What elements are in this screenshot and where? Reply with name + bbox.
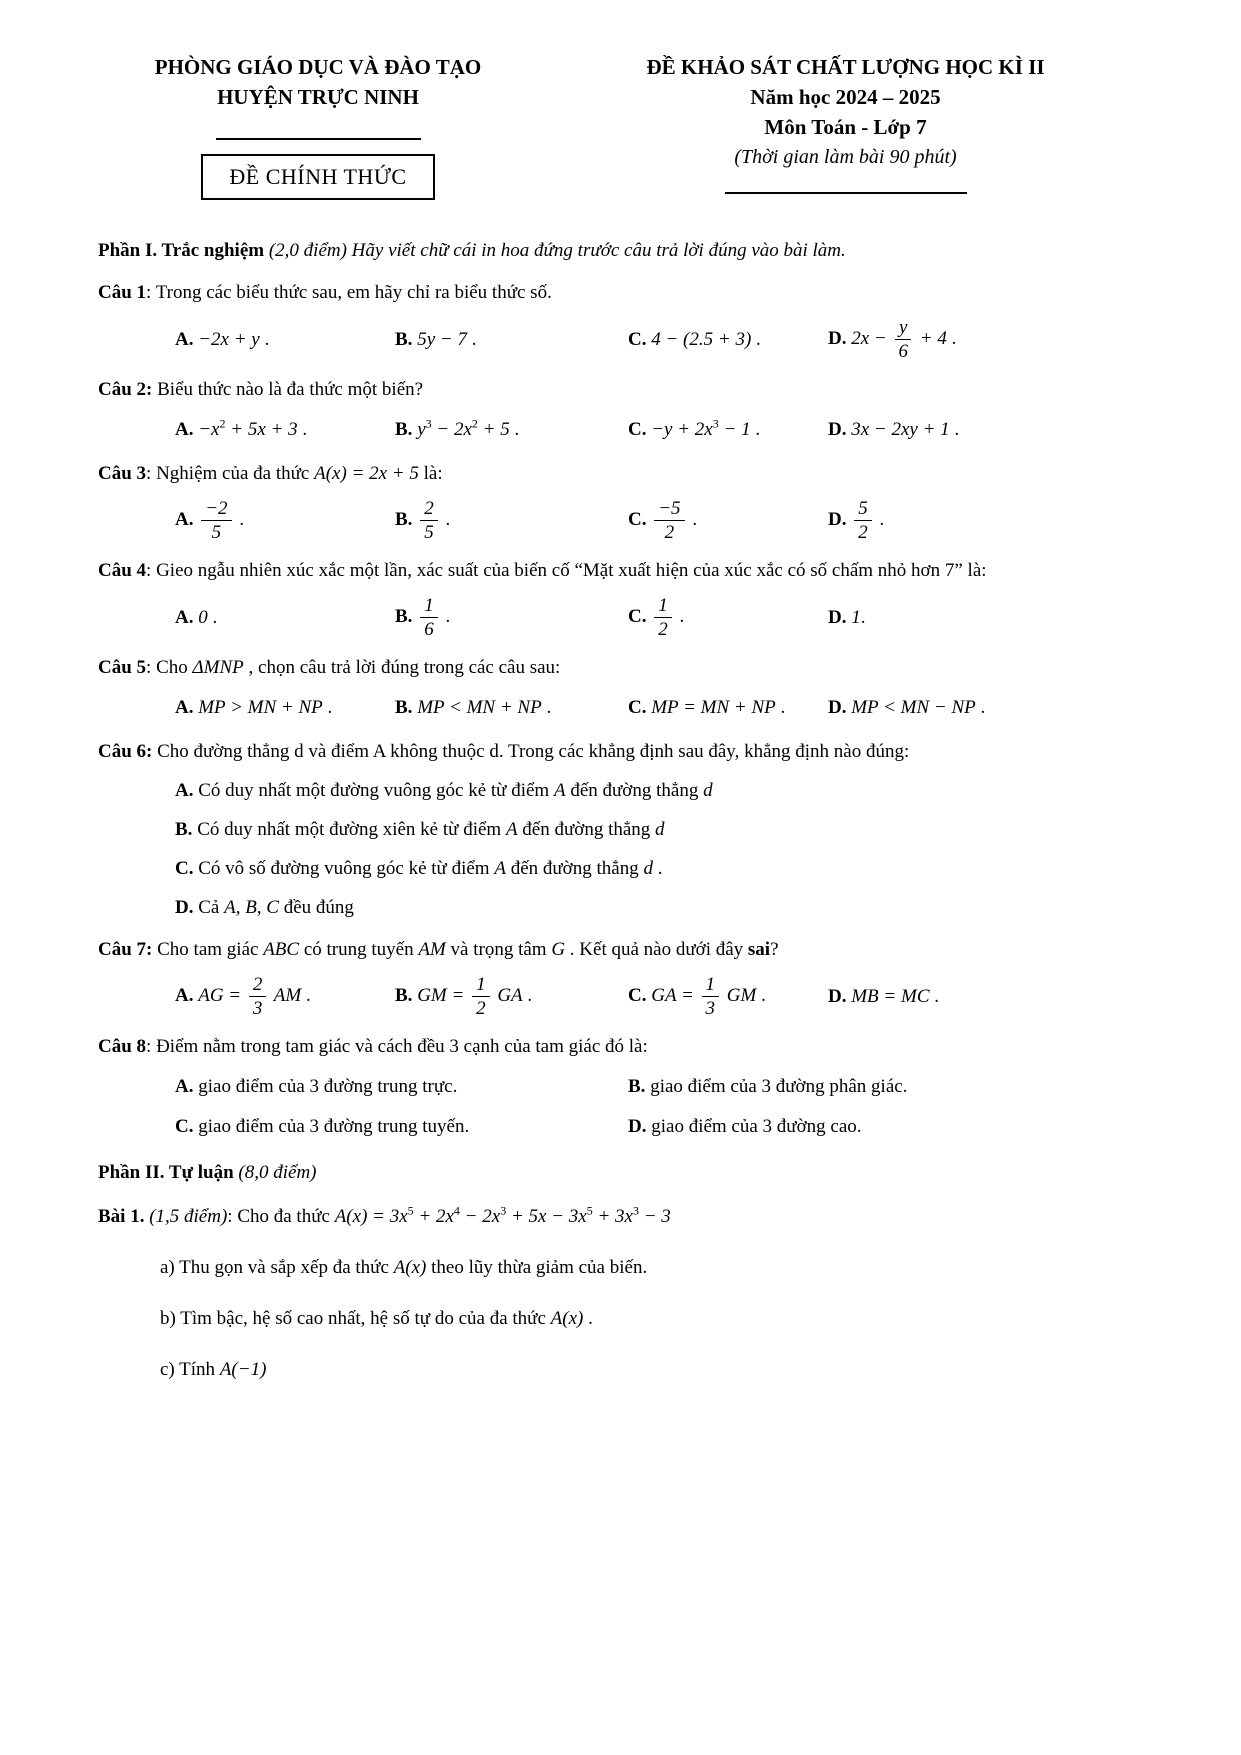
question-1-option-c xyxy=(628,329,828,351)
text-run: . xyxy=(466,328,477,350)
text-run: A(x) = 3x xyxy=(334,1206,408,1227)
text-run: . xyxy=(322,697,333,718)
text-run: MP < MN + NP xyxy=(417,697,542,718)
text-run: . xyxy=(440,605,451,627)
exam-title: ĐỀ KHẢO SÁT CHẤT LƯỢNG HỌC KÌ II xyxy=(646,55,1045,79)
question-5-option-a xyxy=(175,697,395,719)
text-run: A. xyxy=(175,419,199,440)
text-run: : Cho xyxy=(146,657,193,678)
text-run: ? xyxy=(770,939,779,960)
question-8-option-c xyxy=(175,1112,628,1142)
fraction-numerator: −5 xyxy=(654,497,684,521)
text-run: . xyxy=(949,419,960,440)
text-run: 2 xyxy=(471,416,478,431)
text-run: A xyxy=(553,780,566,801)
text-run: . xyxy=(541,697,552,718)
text-run: C. xyxy=(628,328,652,350)
question-8-option-a xyxy=(175,1072,628,1102)
question-4-text xyxy=(98,556,1153,586)
text-run: C. xyxy=(628,984,652,1006)
text-run: D. xyxy=(828,985,852,1007)
question-3-text xyxy=(98,459,1153,489)
text-run: 3 xyxy=(425,416,432,431)
text-run: A. xyxy=(175,328,199,350)
text-run: . xyxy=(756,984,766,1006)
text-run: GM = xyxy=(417,984,470,1006)
text-run: B. xyxy=(395,419,418,440)
question-7-option-b xyxy=(395,973,628,1020)
text-run: D. xyxy=(175,897,199,918)
text-run: . xyxy=(207,606,218,628)
fraction-denominator: 2 xyxy=(658,619,668,640)
question-6-option-d xyxy=(98,893,1153,923)
text-run: G xyxy=(551,939,566,960)
fraction-denominator: 5 xyxy=(211,522,222,543)
text-run: (2,0 điểm) Hãy viết chữ cái in hoa đứng trước câu trả lời đúng vào bài làm. xyxy=(268,240,846,261)
question-2-option-a xyxy=(175,416,395,441)
question-5-options xyxy=(98,691,1153,725)
text-run: . xyxy=(860,606,866,628)
subject-grade: Môn Toán - Lớp 7 xyxy=(764,115,927,139)
text-run: −x xyxy=(198,419,220,440)
text-run: Câu 5 xyxy=(98,657,147,678)
text-run: đến đường thẳng xyxy=(565,780,704,801)
text-run: − 3 xyxy=(638,1206,671,1227)
text-run: d xyxy=(643,858,653,879)
text-run: Câu 2: xyxy=(98,379,153,400)
text-run: + 5 xyxy=(477,419,510,440)
text-run: − 1 xyxy=(718,419,751,440)
text-run: A(x) = 2x + 5 xyxy=(314,463,419,484)
question-1-text xyxy=(98,278,1153,308)
question-3-option-b xyxy=(395,497,628,544)
text-run: theo lũy thừa giảm của biến. xyxy=(426,1257,648,1278)
text-run: C. xyxy=(628,605,652,627)
fraction-numerator: 1 xyxy=(420,594,438,618)
question-4-option-a xyxy=(175,607,395,629)
text-run: a) Thu gọn và sắp xếp đa thức xyxy=(160,1257,394,1278)
text-run: + 4 xyxy=(915,327,947,349)
question-3-option-c xyxy=(628,497,828,544)
text-run: giao điểm của 3 đường trung trực. xyxy=(198,1076,458,1097)
text-run: Câu 4 xyxy=(98,560,147,581)
text-run: A. xyxy=(175,606,199,628)
fraction-numerator: 1 xyxy=(702,973,720,997)
text-run: MP > MN + NP xyxy=(198,697,323,718)
text-run: 4 xyxy=(453,1203,460,1218)
text-run: + 2x xyxy=(413,1206,454,1227)
text-run: sai xyxy=(747,939,771,960)
text-run: AM xyxy=(269,984,302,1006)
text-run: . xyxy=(583,1308,593,1329)
text-run: đến đường thẳng xyxy=(505,858,644,879)
official-exam-stamp-label: ĐỀ CHÍNH THỨC xyxy=(229,164,407,189)
question-2 xyxy=(98,375,1153,447)
exercise-1-text xyxy=(98,1202,1153,1232)
fraction xyxy=(654,594,672,641)
text-run: Câu 3 xyxy=(98,463,147,484)
text-run: 0 xyxy=(198,606,208,628)
fraction xyxy=(420,497,438,544)
fraction xyxy=(654,497,684,544)
text-run: Cho tam giác xyxy=(152,939,264,960)
header-right-block xyxy=(538,52,1153,194)
question-2-option-d xyxy=(828,419,1153,441)
text-run: − 2x xyxy=(431,419,472,440)
text-run: . xyxy=(874,508,885,530)
part1-heading xyxy=(98,236,1153,266)
text-run: D. xyxy=(828,606,852,628)
text-run: B. xyxy=(395,984,418,1006)
text-run: : Gieo ngẫu nhiên xúc xắc một lần, xác suất của biến cố “Mặt xuất hiện của xúc xắc có số chấm nhỏ hơn 7” là: xyxy=(146,560,987,581)
text-run: A xyxy=(505,819,518,840)
text-run: Cả xyxy=(198,897,225,918)
text-run: MP = MN + NP xyxy=(651,697,776,718)
exercise-1 xyxy=(98,1202,1153,1385)
fraction-numerator: 5 xyxy=(854,497,872,521)
text-run: . xyxy=(946,327,957,349)
fraction xyxy=(702,973,720,1020)
question-6-option-b xyxy=(98,815,1153,845)
text-run: B. xyxy=(175,819,198,840)
text-run: 3 xyxy=(712,416,719,431)
text-run: Cho đường thẳng d và điểm A không thuộc d. Trong các khẳng định sau đây, khẳng định nào đúng: xyxy=(152,741,910,762)
text-run: D. xyxy=(828,508,852,530)
fraction-numerator: 2 xyxy=(420,497,438,521)
text-run: và trọng tâm xyxy=(445,939,552,960)
question-1-option-a xyxy=(175,329,395,351)
text-run: . xyxy=(297,419,308,440)
question-6-text xyxy=(98,737,1153,767)
text-run: . xyxy=(751,328,761,350)
text-run: B. xyxy=(395,605,418,627)
text-run: B. xyxy=(395,697,418,718)
question-4 xyxy=(98,556,1153,641)
text-run: . Kết quả nào dưới đây xyxy=(565,939,748,960)
question-6-option-c xyxy=(98,854,1153,884)
text-run: Câu 1 xyxy=(98,282,147,303)
text-run: C. xyxy=(175,1116,199,1137)
text-run: A. xyxy=(175,780,199,801)
text-run: giao điểm của 3 đường trung tuyến. xyxy=(198,1116,470,1137)
text-run: Bài 1. xyxy=(98,1206,150,1227)
header-left-divider xyxy=(216,138,421,140)
question-6-option-a xyxy=(98,776,1153,806)
text-run: + 3x xyxy=(592,1206,633,1227)
text-run: C. xyxy=(628,419,652,440)
text-run: . xyxy=(975,697,986,718)
text-run: A xyxy=(494,858,506,879)
fraction xyxy=(249,973,267,1020)
question-7-options xyxy=(98,973,1153,1020)
text-run: đến đường thẳng xyxy=(517,819,656,840)
question-4-option-c xyxy=(628,594,828,641)
text-run: Câu 8 xyxy=(98,1036,147,1057)
question-4-option-d xyxy=(828,607,1153,629)
fraction xyxy=(201,497,231,544)
text-run: . xyxy=(775,697,786,718)
question-4-option-b xyxy=(395,594,628,641)
fraction xyxy=(472,973,490,1020)
text-run: , chọn câu trả lời đúng trong các câu sau: xyxy=(243,657,561,678)
text-run: 2 xyxy=(219,416,226,431)
fraction xyxy=(895,316,913,363)
question-1-options xyxy=(98,316,1153,363)
text-run: ABC xyxy=(263,939,300,960)
question-2-option-b xyxy=(395,416,628,441)
question-6 xyxy=(98,737,1153,923)
question-7-option-d xyxy=(828,986,1153,1008)
text-run: Có vô số đường vuông góc kẻ từ điểm xyxy=(198,858,495,879)
question-3-option-a xyxy=(175,497,395,544)
question-2-option-c xyxy=(628,416,828,441)
question-8-options-row-2 xyxy=(98,1112,1153,1142)
question-5-option-d xyxy=(828,697,1153,719)
exam-body xyxy=(98,236,1153,1385)
text-run: . xyxy=(750,419,761,440)
text-run: 5 xyxy=(407,1203,414,1218)
question-3-option-d xyxy=(828,497,1153,544)
text-run: A. xyxy=(175,1076,199,1097)
text-run: d xyxy=(703,780,713,801)
question-7-text xyxy=(98,935,1153,965)
text-run: A, B, C xyxy=(224,897,279,918)
fraction-numerator: 1 xyxy=(654,594,672,618)
text-run: . xyxy=(929,985,939,1007)
text-run: b) Tìm bậc, hệ số cao nhất, hệ số tự do của đa thức xyxy=(160,1308,551,1329)
text-run: . xyxy=(440,508,451,530)
text-run: 2x − xyxy=(851,327,892,349)
question-8-option-d xyxy=(628,1112,1153,1142)
text-run: Có duy nhất một đường vuông góc kẻ từ điểm xyxy=(198,780,554,801)
text-run: −2x + y xyxy=(198,328,260,350)
question-8-option-b xyxy=(628,1072,1153,1102)
text-run: . xyxy=(522,984,533,1006)
question-8 xyxy=(98,1032,1153,1142)
text-run: : Trong các biểu thức sau, em hãy chỉ ra biểu thức số. xyxy=(146,282,552,303)
text-run: giao điểm của 3 đường cao. xyxy=(651,1116,862,1137)
text-run: d xyxy=(655,819,665,840)
text-run: C. xyxy=(628,508,652,530)
text-run: C. xyxy=(175,858,199,879)
text-run: −y + 2x xyxy=(651,419,713,440)
text-run: : Cho đa thức xyxy=(227,1206,335,1227)
text-run: D. xyxy=(828,327,852,349)
question-8-options-row-1 xyxy=(98,1072,1153,1102)
header-left-block xyxy=(98,52,538,200)
text-run: 1 xyxy=(851,606,861,628)
fraction-numerator: y xyxy=(895,316,911,340)
question-7 xyxy=(98,935,1153,1020)
question-2-text xyxy=(98,375,1153,405)
question-5-option-c xyxy=(628,697,828,719)
fraction-denominator: 2 xyxy=(476,998,486,1019)
text-run: (1,5 điểm) xyxy=(149,1206,228,1227)
question-1-option-d xyxy=(828,316,1153,363)
text-run: AM xyxy=(418,939,446,960)
question-5-text xyxy=(98,653,1153,683)
text-run: c) Tính xyxy=(160,1359,220,1380)
question-7-option-c xyxy=(628,973,828,1020)
text-run: A. xyxy=(175,697,199,718)
header-right-divider xyxy=(725,192,967,194)
text-run: D. xyxy=(828,697,852,718)
text-run: . xyxy=(652,858,663,879)
text-run: có trung tuyến xyxy=(299,939,419,960)
fraction-numerator: −2 xyxy=(201,497,231,521)
text-run: A(x) xyxy=(550,1308,584,1329)
exercise-1-items xyxy=(98,1253,1153,1385)
text-run: Biểu thức nào là đa thức một biến? xyxy=(152,379,424,400)
text-run: y xyxy=(417,419,426,440)
fraction-denominator: 3 xyxy=(252,998,263,1019)
fraction xyxy=(854,497,872,544)
fraction xyxy=(420,594,438,641)
text-run: D. xyxy=(828,419,852,440)
text-run: 5y − 7 xyxy=(417,328,467,350)
fraction-denominator: 6 xyxy=(424,619,434,640)
text-run: Câu 6: xyxy=(98,741,153,762)
official-exam-stamp-box xyxy=(201,154,434,200)
district-name: HUYỆN TRỰC NINH xyxy=(217,85,419,109)
text-run: (8,0 điểm) xyxy=(238,1162,317,1183)
text-run: . xyxy=(509,419,520,440)
text-run: . xyxy=(687,508,698,530)
text-run: 5 xyxy=(586,1203,593,1218)
exam-header xyxy=(98,52,1153,200)
question-5 xyxy=(98,653,1153,725)
text-run: ΔMNP xyxy=(192,657,244,678)
text-run: Phần I. Trắc nghiệm xyxy=(98,240,269,261)
fraction-denominator: 5 xyxy=(424,522,434,543)
text-run: MP < MN − NP xyxy=(851,697,976,718)
exercise-1-item-b xyxy=(98,1304,1153,1334)
text-run: . xyxy=(259,328,270,350)
text-run: AG = xyxy=(198,984,246,1006)
fraction-denominator: 6 xyxy=(898,341,908,362)
text-run: 3x − 2xy + 1 xyxy=(851,419,950,440)
fraction-denominator: 2 xyxy=(858,522,868,543)
fraction-denominator: 2 xyxy=(664,522,675,543)
question-2-options xyxy=(98,413,1153,447)
text-run: GA = xyxy=(651,984,699,1006)
text-run: . xyxy=(674,605,685,627)
text-run: Phần II. Tự luận xyxy=(98,1162,239,1183)
fraction-denominator: 3 xyxy=(705,998,716,1019)
question-4-options xyxy=(98,594,1153,641)
question-3 xyxy=(98,459,1153,544)
question-3-options xyxy=(98,497,1153,544)
text-run: 4 − (2.5 + 3) xyxy=(651,328,752,350)
text-run: 3 xyxy=(632,1203,639,1218)
part2-heading xyxy=(98,1158,1153,1188)
text-run: A(x) xyxy=(393,1257,427,1278)
question-1-option-b xyxy=(395,329,628,351)
text-run: + 5x + 3 xyxy=(225,419,298,440)
question-7-option-a xyxy=(175,973,395,1020)
fraction-numerator: 1 xyxy=(472,973,490,997)
text-run: Có duy nhất một đường xiên kẻ từ điểm xyxy=(197,819,506,840)
text-run: GA xyxy=(492,984,523,1006)
text-run: B. xyxy=(628,1076,651,1097)
text-run: C. xyxy=(628,697,652,718)
academic-year: Năm học 2024 – 2025 xyxy=(750,85,941,109)
text-run: A. xyxy=(175,984,199,1006)
text-run: − 2x xyxy=(459,1206,501,1227)
question-5-option-b xyxy=(395,697,628,719)
department-name: PHÒNG GIÁO DỤC VÀ ĐÀO TẠO xyxy=(154,55,482,79)
text-run: GM xyxy=(722,984,757,1006)
text-run: MB = MC xyxy=(851,985,930,1007)
text-run: 3 xyxy=(500,1203,507,1218)
text-run: Câu 7: xyxy=(98,939,153,960)
text-run: : Nghiệm của đa thức xyxy=(146,463,315,484)
text-run: B. xyxy=(395,508,418,530)
question-8-text xyxy=(98,1032,1153,1062)
text-run: A(−1) xyxy=(219,1359,267,1380)
text-run: đều đúng xyxy=(278,897,354,918)
exam-duration: (Thời gian làm bài 90 phút) xyxy=(734,146,957,168)
text-run: : Điểm nằm trong tam giác và cách đều 3 cạnh của tam giác đó là: xyxy=(146,1036,648,1057)
text-run: A. xyxy=(175,508,199,530)
exercise-1-item-a xyxy=(98,1253,1153,1283)
text-run: . xyxy=(301,984,311,1006)
text-run: D. xyxy=(628,1116,652,1137)
fraction-numerator: 2 xyxy=(249,973,267,997)
exercise-1-item-c xyxy=(98,1355,1153,1385)
text-run: B. xyxy=(395,328,418,350)
text-run: . xyxy=(234,508,245,530)
text-run: + 5x − 3x xyxy=(506,1206,587,1227)
text-run: là: xyxy=(418,463,443,484)
question-1 xyxy=(98,278,1153,363)
text-run: giao điểm của 3 đường phân giác. xyxy=(650,1076,908,1097)
